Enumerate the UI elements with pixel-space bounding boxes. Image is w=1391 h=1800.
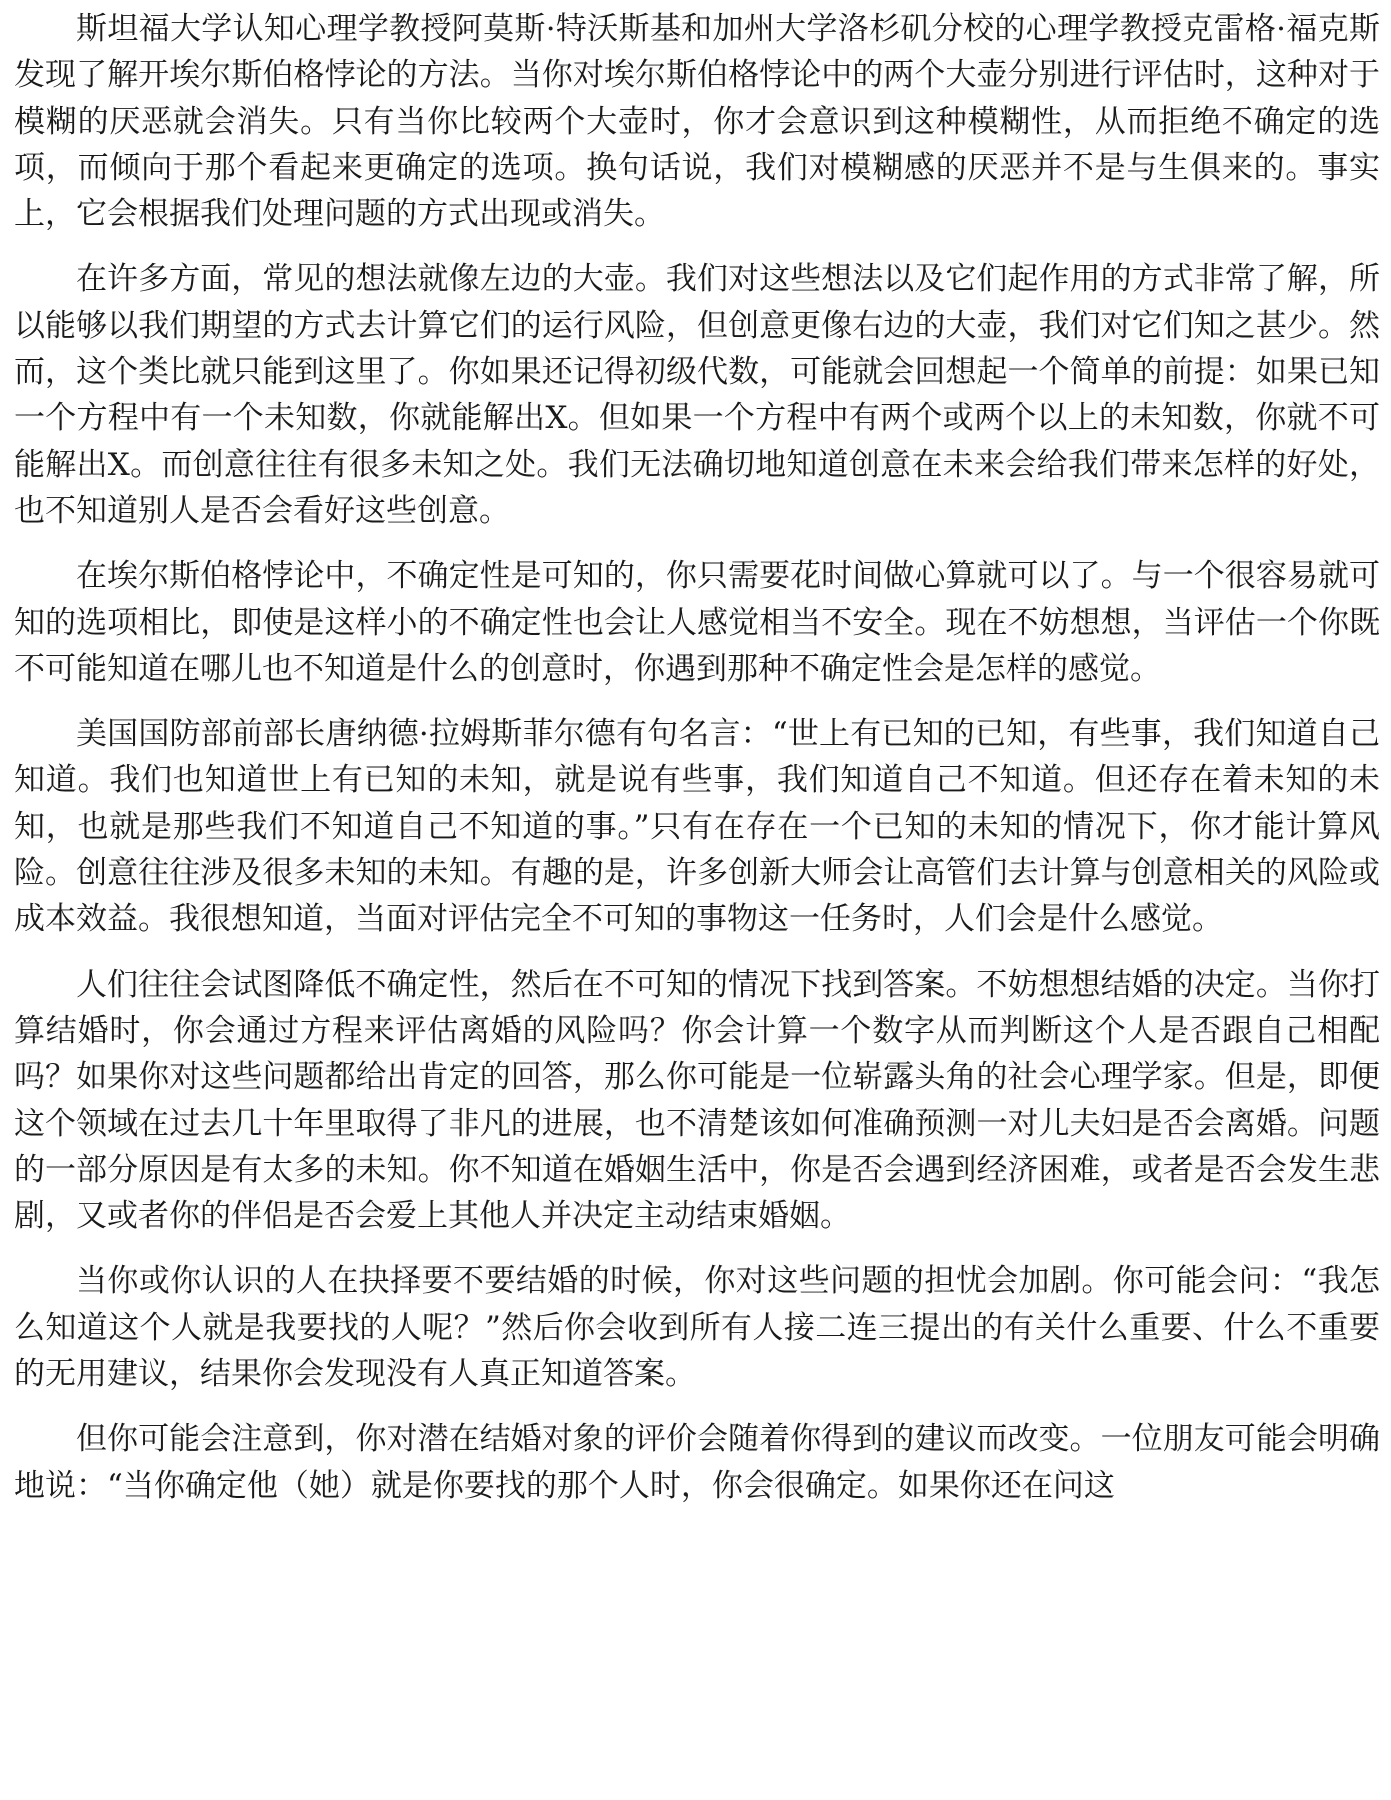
paragraph: 美国国防部前部长唐纳德·拉姆斯菲尔德有句名言：“世上有已知的已知，有些事，我们知道自己知道。我们也知道世上有已知的未知，就是说有些事，我们知道自己不知道。但还存在着未知的未知，也就是那些我们不知道自己不知道的事。”只有在存在一个已知的未知的情况下，你才能计算风险。创意往往涉及很多未知的未知。有趣的是，许多创新大师会让高管们去计算与创意相关的风险或成本效益。我很想知道，当面对评估完全不可知的事物这一任务时，人们会是什么感觉。 — [14, 716, 1380, 938]
paragraph: 人们往往会试图降低不确定性，然后在不可知的情况下找到答案。不妨想想结婚的决定。当你打算结婚时，你会通过方程来评估离婚的风险吗？你会计算一个数字从而判断这个人是否跟自己相配吗？如果你对这些问题都给出肯定的回答，那么你可能是一位崭露头角的社会心理学家。但是，即便这个领域在过去几十年里取得了非凡的进展，也不清楚该如何准确预测一对儿夫妇是否会离婚。问题的一部分原因是有太多的未知。你不知道在婚姻生活中，你是否会遇到经济困难，或者是否会发生悲剧，又或者你的伴侣是否会爱上其他人并决定主动结束婚姻。 — [14, 966, 1380, 1235]
paragraph: 在埃尔斯伯格悖论中，不确定性是可知的，你只需要花时间做心算就可以了。与一个很容易就可知的选项相比，即使是这样小的不确定性也会让人感觉相当不安全。现在不妨想想，当评估一个你既不可能知道在哪儿也不知道是什么的创意时，你遇到那种不确定性会是怎样的感觉。 — [14, 558, 1380, 687]
paragraph: 当你或你认识的人在抉择要不要结婚的时候，你对这些问题的担忧会加剧。你可能会问：“我怎么知道这个人就是我要找的人呢？”然后你会收到所有人接二连三提出的有关什么重要、什么不重要的无用建议，结果你会发现没有人真正知道答案。 — [14, 1263, 1380, 1393]
paragraph: 在许多方面，常见的想法就像左边的大壶。我们对这些想法以及它们起作用的方式非常了解，所以能够以我们期望的方式去计算它们的运行风险，但创意更像右边的大壶，我们对它们知之甚少。然而，这个类比就只能到这里了。你如果还记得初级代数，可能就会回想起一个简单的前提：如果已知一个方程中有一个未知数，你就能解出X。但如果一个方程中有两个或两个以上的未知数，你就不可能解出X。而创意往往有很多未知之处。我们无法确切地知道创意在未来会给我们带来怎样的好处，也不知道别人是否会看好这些创意。 — [14, 261, 1380, 529]
paragraph: 斯坦福大学认知心理学教授阿莫斯·特沃斯基和加州大学洛杉矶分校的心理学教授克雷格·福克斯发现了解开埃尔斯伯格悖论的方法。当你对埃尔斯伯格悖论中的两个大壶分别进行评估时，这种对于模糊的厌恶就会消失。只有当你比较两个大壶时，你才会意识到这种模糊性，从而拒绝不确定的选项，而倾向于那个看起来更确定的选项。换句话说，我们对模糊感的厌恶并不是与生俱来的。事实上，它会根据我们处理问题的方式出现或消失。 — [14, 11, 1380, 233]
paragraph: 但你可能会注意到，你对潜在结婚对象的评价会随着你得到的建议而改变。一位朋友可能会明确地说：“当你确定他（她）就是你要找的那个人时，你会很确定。如果你还在问这 — [14, 1421, 1380, 1504]
document-page — [14, 6, 1380, 1528]
